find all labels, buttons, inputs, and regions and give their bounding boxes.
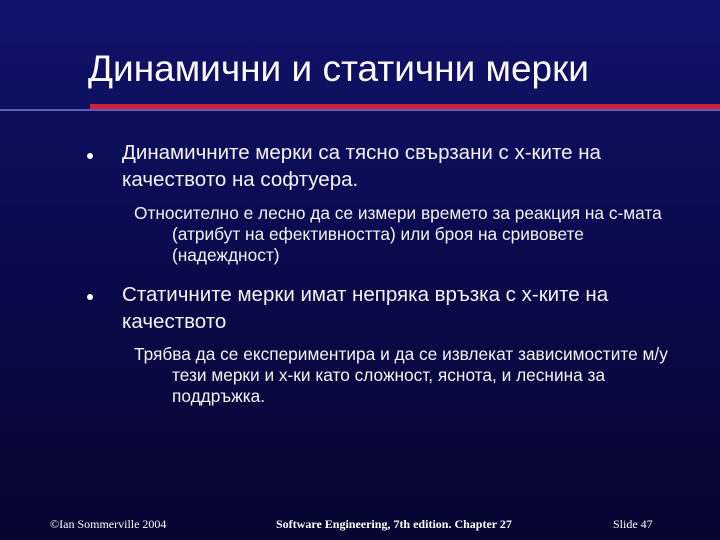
footer-copyright: ©Ian Sommerville 2004: [50, 517, 167, 531]
slide-title: Динамични и статични мерки: [88, 48, 589, 89]
bullet-2-subitem: Трябва да се експериментира и да се извлекат зависимостите м/у тези мерки и х-ки като сложност, яснота, и леснина за поддръжка.: [134, 344, 668, 406]
bullet-dot-icon: [87, 294, 93, 300]
bullet-2-text: Статичните мерки имат непряка връзка с х-ките на качеството: [122, 283, 609, 333]
bullet-1-text: Динамичните мерки са тясно свързани с х-ките на качеството на софтуера.: [122, 141, 601, 191]
bullet-dot-icon: [87, 153, 93, 159]
footer-slide-number: Slide 47: [613, 517, 653, 531]
bullet-1-subitem: Относително е лесно да се измери времето за реакция на с-мата (атрибут на ефективността) или броя на сривовете (надеждност): [134, 203, 662, 265]
footer-book-title: Software Engineering, 7th edition. Chapter 27: [276, 517, 512, 531]
title-underline-blue: [0, 109, 720, 111]
